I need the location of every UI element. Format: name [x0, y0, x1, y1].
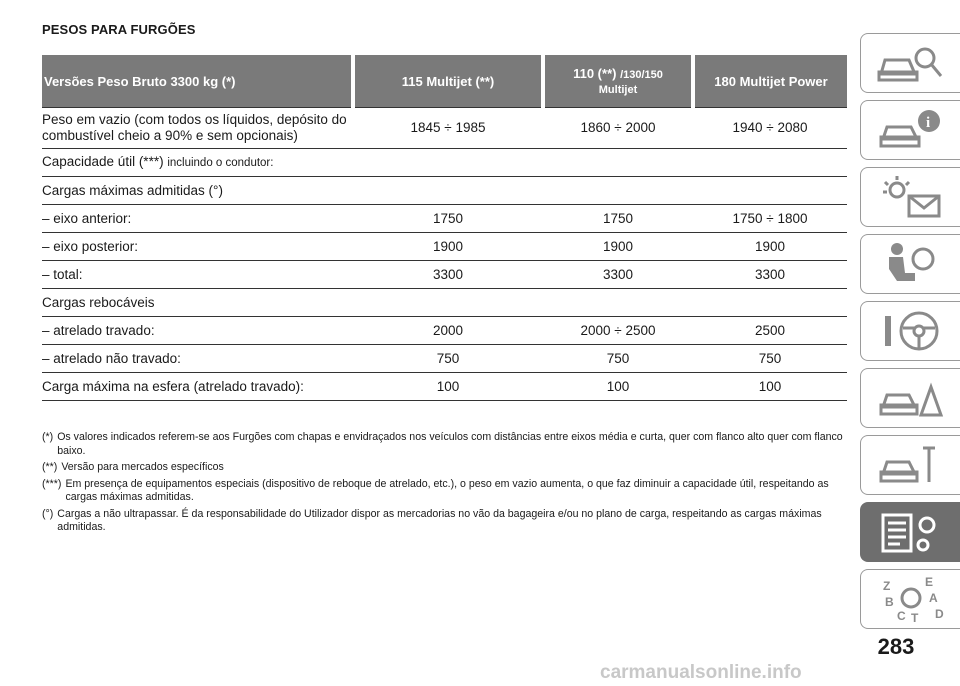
cell-value: 2500: [693, 317, 847, 345]
footnote: (*) Os valores indicados referem-se aos Furgões com chapas e envidraçados nos veículos com distâncias entre eixos média e curta, quer com flanco alto quer com flanco baixo.: [42, 431, 843, 457]
cell-value: [353, 149, 543, 177]
footnotes: [42, 431, 854, 538]
row-label: – atrelado travado:: [42, 317, 353, 345]
cell-value: 100: [543, 373, 693, 401]
cell-value: 1750: [353, 205, 543, 233]
page-title: PESOS PARA FURGÕES: [42, 22, 196, 37]
tab-warning-lights[interactable]: [860, 167, 960, 227]
cell-value: 1750 ÷ 1800: [693, 205, 847, 233]
column-header-115-multijet: 115 Multijet (**): [353, 55, 543, 108]
row-label: – atrelado não travado:: [42, 345, 353, 373]
cell-value: 1900: [693, 233, 847, 261]
column-header-versions: Versões Peso Bruto 3300 kg (*): [42, 55, 353, 108]
cell-value: 3300: [693, 261, 847, 289]
row-label: Carga máxima na esfera (atrelado travado):: [42, 373, 353, 401]
cell-value: 100: [353, 373, 543, 401]
cell-value: 2000 ÷ 2500: [543, 317, 693, 345]
tab-technical-data[interactable]: [860, 502, 960, 562]
cell-value: [543, 289, 693, 317]
column-header-180-multijet-power: 180 Multijet Power: [693, 55, 847, 108]
cell-value: [353, 289, 543, 317]
cell-value: 100: [693, 373, 847, 401]
footnote: (**) Versão para mercados específicos: [42, 461, 224, 473]
svg-text:T: T: [910, 611, 918, 624]
tab-starting-driving[interactable]: [860, 301, 960, 361]
airbag-seat-icon: [875, 239, 947, 289]
svg-text:B: B: [884, 595, 894, 609]
row-label: Cargas máximas admitidas (°): [42, 177, 353, 205]
row-label: Capacidade útil (***) incluindo o condutor:: [42, 149, 353, 177]
cell-value: 3300: [353, 261, 543, 289]
cell-value: 1845 ÷ 1985: [353, 108, 543, 149]
column-header-110-130-150-multijet: 110 (**) /130/150 Multijet: [543, 55, 693, 108]
tab-maintenance[interactable]: [860, 435, 960, 495]
svg-text:A: A: [928, 591, 938, 605]
cell-value: [693, 149, 847, 177]
table-row: [42, 233, 847, 261]
car-service-icon: [875, 440, 947, 490]
cell-value: 750: [693, 345, 847, 373]
table-row: [42, 149, 847, 177]
cell-value: 1900: [543, 233, 693, 261]
weights-table: [42, 55, 847, 401]
cell-value: 1750: [543, 205, 693, 233]
footnote: (°) Cargas a não ultrapassar. É da responsabilidade do Utilizador dispor as mercadorias no vão da bagageira e/ou no plano de carga, respeitando as cargas máximas admitidas.: [42, 507, 822, 533]
row-label: Peso em vazio (com todos os líquidos, depósito do combustível cheio a 90% e sem opcionais): [42, 108, 353, 149]
table-row: [42, 289, 847, 317]
svg-text:E: E: [924, 575, 933, 589]
cell-value: 1860 ÷ 2000: [543, 108, 693, 149]
steering-wheel-icon: [875, 306, 947, 356]
tab-car-search[interactable]: [860, 33, 960, 93]
car-info-icon: [875, 105, 947, 155]
chapter-tabs: [860, 33, 960, 636]
page-number: 283: [877, 634, 915, 659]
warning-light-message-icon: [875, 172, 947, 222]
footnote: (***) Em presença de equipamentos especiais (dispositivo de reboque de atrelado, etc.), o peso em vazio aumenta, o que faz diminuir a capacidade útil, respeitando as cargas máximas admitidas.: [42, 477, 829, 503]
row-label: – total:: [42, 261, 353, 289]
cell-value: [693, 177, 847, 205]
svg-text:C: C: [896, 609, 906, 623]
svg-text:D: D: [934, 607, 944, 621]
tab-emergency[interactable]: [860, 368, 960, 428]
car-breakdown-icon: [875, 373, 947, 423]
tab-safety[interactable]: [860, 234, 960, 294]
table-header-row: [42, 55, 847, 108]
table-row: [42, 108, 847, 149]
technical-data-icon: [875, 507, 947, 557]
table-row: [42, 345, 847, 373]
table-row: [42, 205, 847, 233]
cell-value: 1900: [353, 233, 543, 261]
alphabetical-index-icon: [875, 574, 947, 624]
cell-value: [543, 149, 693, 177]
car-search-icon: [875, 38, 947, 88]
cell-value: [353, 177, 543, 205]
table-row: [42, 261, 847, 289]
svg-text:i: i: [925, 115, 930, 131]
cell-value: 750: [353, 345, 543, 373]
row-label: – eixo posterior:: [42, 233, 353, 261]
watermark: carmanualsonline.info: [600, 662, 802, 683]
cell-value: 1940 ÷ 2080: [693, 108, 847, 149]
table-row: [42, 177, 847, 205]
cell-value: [543, 177, 693, 205]
cell-value: 3300: [543, 261, 693, 289]
svg-text:Z: Z: [882, 579, 890, 593]
cell-value: 2000: [353, 317, 543, 345]
table-row: [42, 317, 847, 345]
row-label: – eixo anterior:: [42, 205, 353, 233]
cell-value: [693, 289, 847, 317]
row-label: Cargas rebocáveis: [42, 289, 353, 317]
tab-index[interactable]: [860, 569, 960, 629]
tab-car-info[interactable]: [860, 100, 960, 160]
cell-value: 750: [543, 345, 693, 373]
table-row: [42, 373, 847, 401]
